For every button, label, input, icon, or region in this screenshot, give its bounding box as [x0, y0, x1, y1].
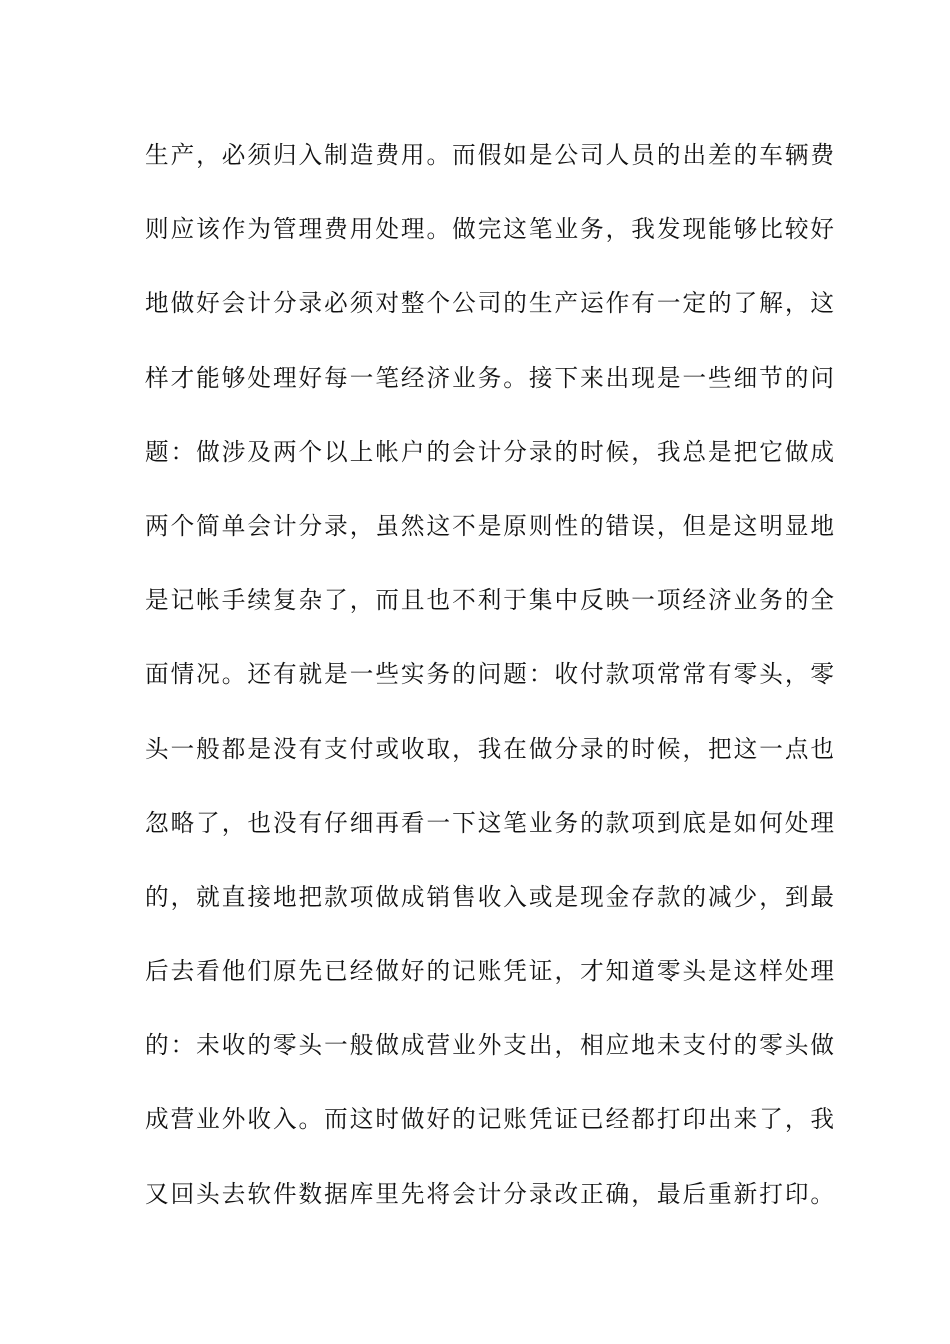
text-line: 成营业外收入。而这时做好的记账凭证已经都打印出来了，我 [145, 1105, 837, 1134]
text-line: 头一般都是没有支付或收取，我在做分录的时候，把这一点也 [145, 734, 837, 763]
text-line: 是记帐手续复杂了，而且也不利于集中反映一项经济业务的全 [145, 586, 837, 615]
text-line: 两个简单会计分录，虽然这不是原则性的错误，但是这明显地 [145, 511, 837, 540]
text-line: 则应该作为管理费用处理。做完这笔业务，我发现能够比较好 [145, 215, 837, 244]
text-line: 样才能够处理好每一笔经济业务。接下来出现是一些细节的问 [145, 363, 837, 392]
body-text [145, 133, 837, 1246]
text-line: 又回头去软件数据库里先将会计分录改正确，最后重新打印。 [145, 1179, 837, 1208]
text-line: 的：未收的零头一般做成营业外支出，相应地未支付的零头做 [145, 1031, 837, 1060]
text-line: 地做好会计分录必须对整个公司的生产运作有一定的了解，这 [145, 289, 837, 318]
text-line: 生产，必须归入制造费用。而假如是公司人员的出差的车辆费 [145, 141, 837, 169]
text-line: 面情况。还有就是一些实务的问题：收付款项常常有零头，零 [145, 660, 837, 689]
text-line: 题：做涉及两个以上帐户的会计分录的时候，我总是把它做成 [145, 437, 837, 466]
text-line: 的，就直接地把款项做成销售收入或是现金存款的减少，到最 [145, 882, 837, 911]
text-line: 忽略了，也没有仔细再看一下这笔业务的款项到底是如何处理 [145, 808, 837, 837]
text-line: 后去看他们原先已经做好的记账凭证，才知道零头是这样处理 [145, 957, 837, 986]
